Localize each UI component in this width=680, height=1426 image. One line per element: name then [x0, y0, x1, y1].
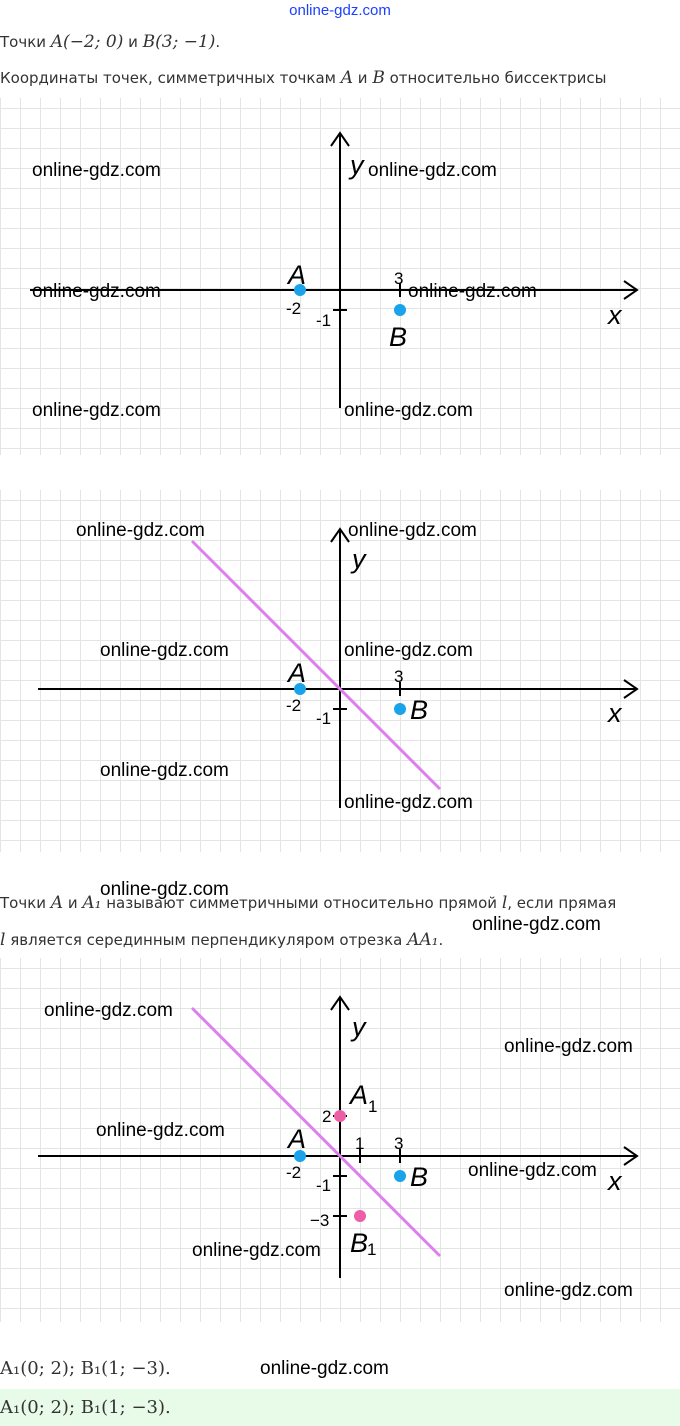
- num-2: 2: [322, 1107, 332, 1126]
- graph-2: [0, 490, 680, 852]
- point-b-dot: [394, 304, 406, 316]
- label-b: B: [410, 1162, 429, 1192]
- label-y: y: [352, 1012, 366, 1042]
- text: и: [353, 69, 373, 87]
- num-3: 3: [394, 667, 404, 686]
- watermark: online-gdz.com: [408, 281, 537, 302]
- segment-aa1: AA₁: [407, 930, 439, 950]
- answer-text: A₁(0; 2); B₁(1; −3).: [0, 1358, 171, 1379]
- num-3: 3: [394, 269, 404, 288]
- label-b1-subscript: 1: [367, 1240, 377, 1259]
- label-a: A: [288, 1124, 307, 1154]
- text: .: [438, 931, 444, 949]
- text: является серединным перпендикуляром отрезка: [5, 931, 408, 949]
- watermark: online-gdz.com: [344, 400, 473, 421]
- watermark: online-gdz.com: [100, 879, 229, 900]
- point-a: A: [50, 893, 64, 913]
- label-a: A: [288, 260, 307, 290]
- watermark: online-gdz.com: [468, 1160, 597, 1181]
- label-b: B: [389, 322, 408, 352]
- text: .: [215, 33, 221, 51]
- point-a-expr: A(−2; 0): [50, 32, 124, 52]
- watermark: online-gdz.com: [344, 640, 473, 661]
- bisector-statement: [0, 68, 607, 88]
- symmetry-definition-line1: [0, 893, 616, 913]
- text: называют симметричными относительно прямой: [101, 894, 502, 912]
- symmetry-definition-line2: [0, 930, 443, 950]
- label-y: y: [352, 544, 366, 574]
- text: и: [123, 33, 143, 51]
- num-m2: -2: [286, 299, 302, 318]
- watermark: online-gdz.com: [76, 520, 205, 541]
- point-b: B: [372, 68, 385, 88]
- watermark: online-gdz.com: [504, 1280, 633, 1301]
- label-a1-subscript: 1: [368, 1097, 378, 1116]
- graph-3: [0, 958, 680, 1322]
- num-m1: -1: [316, 1176, 332, 1195]
- point-a1-dot: [334, 1110, 346, 1122]
- label-b: B: [410, 695, 429, 725]
- point-b-expr: B(3; −1): [142, 32, 216, 52]
- watermark: online-gdz.com: [100, 640, 229, 661]
- bisector-line: [192, 541, 440, 789]
- watermark: online-gdz.com: [32, 281, 161, 302]
- label-x: x: [608, 698, 622, 728]
- watermark: online-gdz.com: [368, 160, 497, 181]
- text: Точки: [0, 894, 51, 912]
- site-link[interactable]: online-gdz.com: [289, 2, 391, 19]
- graph-3-svg: [0, 958, 680, 1322]
- num-3: 3: [394, 1134, 404, 1153]
- graph-1-svg: [0, 98, 680, 455]
- text: и: [63, 894, 83, 912]
- watermark: online-gdz.com: [32, 160, 161, 181]
- label-x: x: [608, 300, 622, 330]
- point-b-dot: [394, 703, 406, 715]
- label-a1: A: [350, 1080, 369, 1110]
- num-m1: -1: [316, 709, 332, 728]
- num-m3: −3: [310, 1211, 330, 1230]
- line-l: l: [501, 893, 508, 913]
- point-a: A: [340, 68, 354, 88]
- text: Координаты точек, симметричных точкам: [0, 69, 341, 87]
- num-1: 1: [355, 1134, 365, 1153]
- watermark: online-gdz.com: [260, 1358, 389, 1379]
- watermark: online-gdz.com: [348, 520, 477, 541]
- text: Точки: [0, 33, 51, 51]
- point-b1-dot: [354, 1210, 366, 1222]
- watermark: online-gdz.com: [472, 914, 601, 935]
- watermark: online-gdz.com: [44, 1000, 173, 1021]
- graph-2-svg: [0, 490, 680, 852]
- watermark: online-gdz.com: [504, 1036, 633, 1057]
- point-a1: A₁: [82, 893, 102, 913]
- watermark: online-gdz.com: [100, 760, 229, 781]
- num-m2: -2: [286, 1163, 302, 1182]
- watermark: online-gdz.com: [96, 1120, 225, 1141]
- label-a: A: [288, 658, 307, 688]
- label-y: y: [350, 150, 364, 180]
- num-m2: -2: [286, 696, 302, 715]
- answer-boxed-text: A₁(0; 2); B₁(1; −3).: [0, 1397, 171, 1418]
- watermark: online-gdz.com: [192, 1240, 321, 1261]
- num-m1: -1: [316, 311, 332, 330]
- text: относительно биссектрисы: [384, 69, 607, 87]
- label-b1: B: [350, 1228, 369, 1258]
- points-statement: [0, 32, 220, 52]
- watermark: online-gdz.com: [344, 792, 473, 813]
- point-b-dot: [394, 1170, 406, 1182]
- graph-1: [0, 98, 680, 455]
- label-x: x: [608, 1166, 622, 1196]
- answer-highlight: [0, 1389, 680, 1426]
- watermark: online-gdz.com: [32, 400, 161, 421]
- line-l: l: [0, 930, 6, 950]
- text: , если прямая: [507, 894, 617, 912]
